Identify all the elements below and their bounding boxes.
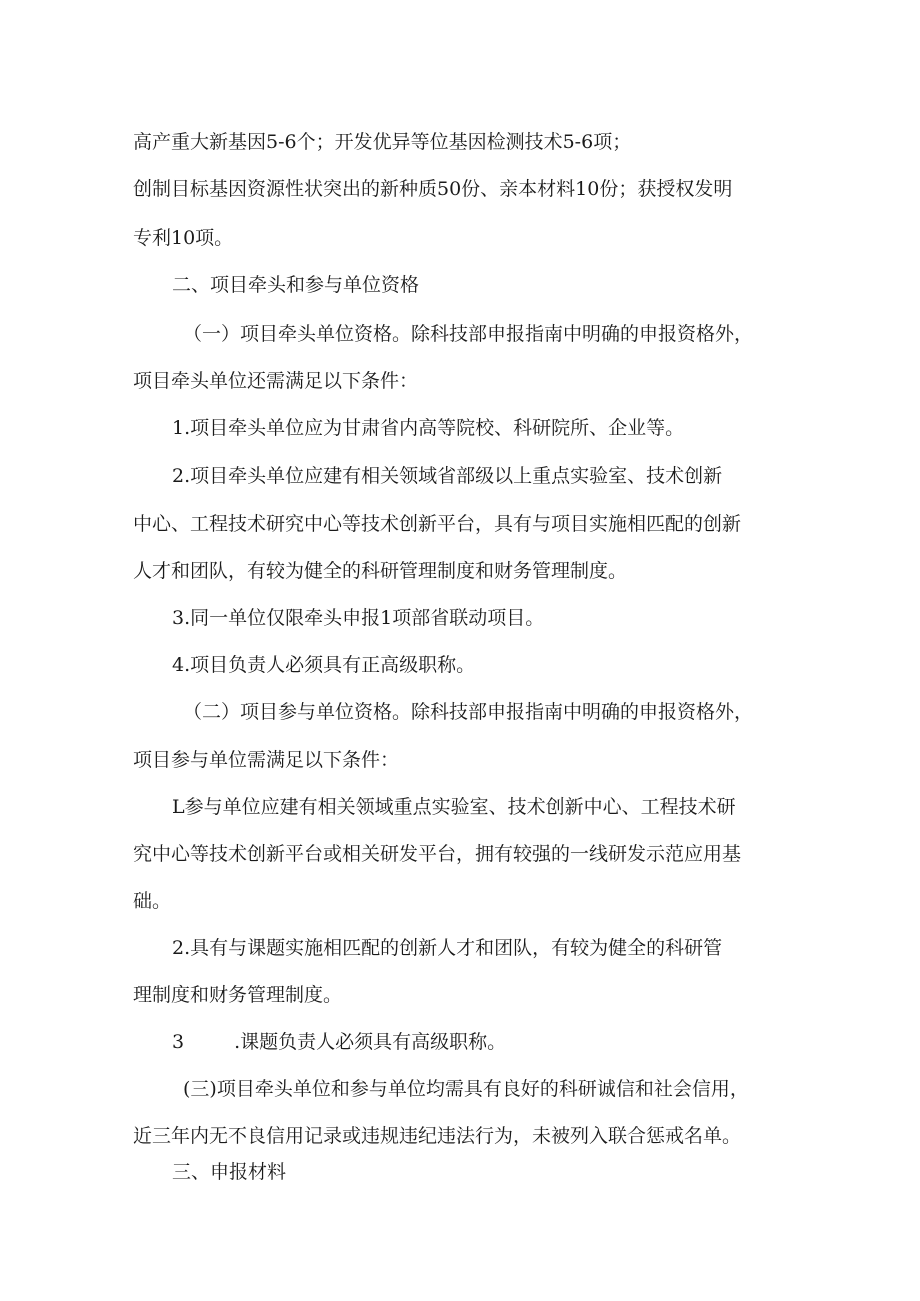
paragraph-line: (三)项目牵头单位和参与单位均需具有良好的科研诚信和社会信用， xyxy=(183,1078,749,1100)
list-item: L参与单位应建有相关领域重点实验室、技术创新中心、工程技术研 xyxy=(172,796,736,818)
paragraph-line: 人才和团队，有较为健全的科研管理制度和财务管理制度。 xyxy=(133,560,628,582)
list-item: 4.项目负责人必须具有正高级职称。 xyxy=(172,654,476,676)
paragraph-line: 专利10项。 xyxy=(133,227,234,249)
list-item: 3.同一单位仅限牵头申报1项部省联动项目。 xyxy=(172,607,545,629)
section-heading: 二、项目牵头和参与单位资格 xyxy=(172,274,420,296)
paragraph-line: 中心、工程技术研究中心等技术创新平台，具有与项目实施相匹配的创新 xyxy=(133,513,742,535)
list-item: 2.具有与课题实施相匹配的创新人才和团队，有较为健全的科研管 xyxy=(172,937,723,959)
list-number: 3 xyxy=(172,1031,185,1053)
list-item: 2.项目牵头单位应建有相关领域省部级以上重点实验室、技术创新 xyxy=(172,465,723,487)
paragraph-line: （二）项目参与单位资格。除科技部申报指南中明确的申报资格外， xyxy=(183,701,754,723)
paragraph-line: 础。 xyxy=(133,890,172,912)
paragraph-line: （一）项目牵头单位资格。除科技部申报指南中明确的申报资格外， xyxy=(183,323,754,345)
paragraph-line: 高产重大新基因5-6个；开发优异等位基因检测技术5-6项； xyxy=(133,131,632,153)
section-heading: 三、申报材料 xyxy=(172,1161,287,1183)
list-item xyxy=(172,1030,506,1054)
paragraph-line: 究中心等技术创新平台或相关研发平台，拥有较强的一线研发示范应用基 xyxy=(133,843,742,865)
paragraph-line: 理制度和财务管理制度。 xyxy=(133,984,343,1006)
paragraph-line: 项目牵头单位还需满足以下条件： xyxy=(133,370,419,392)
paragraph-line: 近三年内无不良信用记录或违规违纪违法行为，未被列入联合惩戒名单。 xyxy=(133,1125,742,1147)
paragraph-line: 创制目标基因资源性状突出的新种质50份、亲本材料10份；获授权发明 xyxy=(133,178,733,200)
list-item: 1.项目牵头单位应为甘肃省内高等院校、科研院所、企业等。 xyxy=(172,417,685,439)
paragraph-line: 项目参与单位需满足以下条件： xyxy=(133,749,400,771)
list-text: .课题负责人必须具有高级职称。 xyxy=(234,1031,507,1053)
